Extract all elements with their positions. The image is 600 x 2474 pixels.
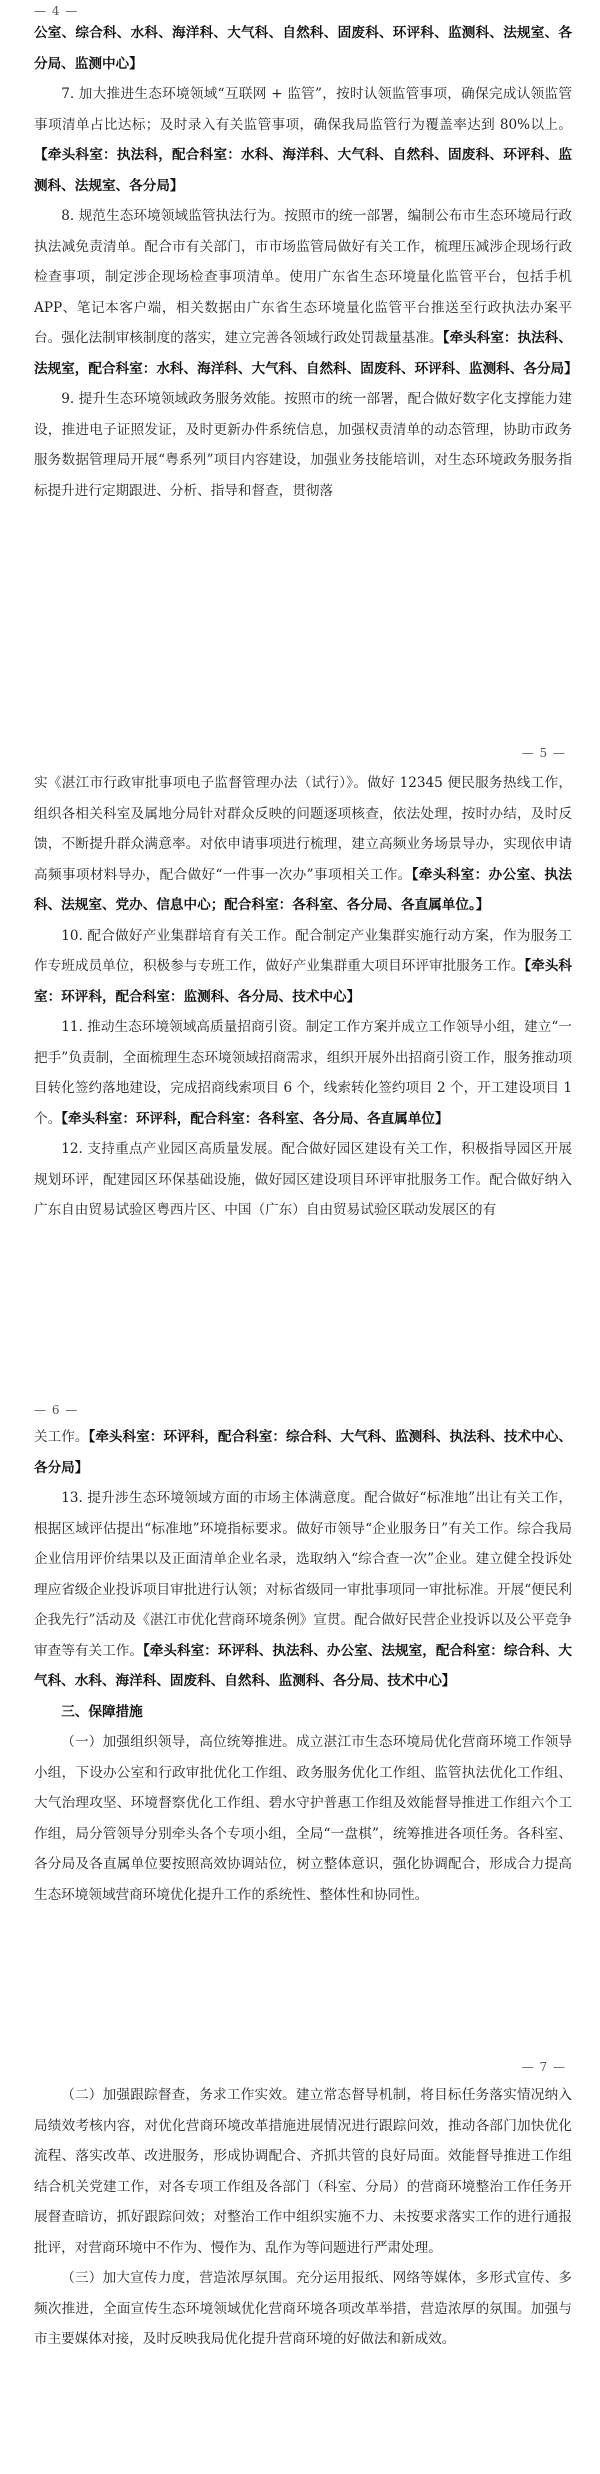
item-13-text: 13. 提升涉生态环境领域方面的市场主体满意度。配合做好“标准地”出让有关工作，根据区域评估提出“标准地”环境指标要求。做好市领导“企业服务日”有关工作。综合我局企业信用评价结果以及正面清单企业名录，选取纳入“综合查一次”企业。建立健全投诉处理应省级企业投诉项目审批进行认领；对标省级同一审批事项同一审批标准。开展“便民利企我先行”活动及《湛江市优化营商环境条例》宣贯。配合做好民营企业投诉以及公平竞争审查等有关工作。 <box>34 1490 572 1659</box>
page-number-4: — 4 — <box>34 4 79 18</box>
item-10-text: 10. 配合做好产业集群培育有关工作。配合制定产业集群实施行动方案，作为服务工作专班成员单位，积极参与专班工作，做好产业集群重大项目环评审批服务工作。 <box>34 927 572 974</box>
item-8-text: 8. 规范生态环境领域监管执法行为。按照市的统一部署，编制公布市生态环境局行政执法减免责清单。配合市有关部门，市市场监管局做好有关工作，梳理压减涉企现场行政检查事项，制定涉企现场检查事项清单。使用广东省生态环境量化监管平台，包括手机 APP、笔记本客户端，相关数据由广东省生态环境量化监管平台推送至行政执法办案平台。强化法制审核制度的落实，建立完善各领域行政处罚裁量基准。 <box>34 208 572 346</box>
measure-3-lead: （三）加大宣传力度，营造浓厚氛围。 <box>61 2270 296 2286</box>
item-12-part-b <box>34 1422 572 1483</box>
continued-text-block <box>34 18 578 506</box>
item-10-responsibility: 【牵头科室：环评科，配合科室：监测科、各分局、技术中心】 <box>34 958 572 1005</box>
item-12-part-a <box>34 1134 572 1226</box>
item-12-responsibility: 【牵头科室：环评科，配合科室：综合科、大气科、监测科、执法科、技术中心、各分局】 <box>34 1429 572 1476</box>
page-number-7: — 7 — <box>521 2060 566 2074</box>
item-9-text-a: 9. 提升生态环境领域政务服务效能。按照市的统一部署，配合做好数字化支撑能力建设，推进电子证照发证，及时更新办件系统信息，加强权责清单的动态管理，协助市政务服务数据管理局开展“粤系列”项目内容建设，加强业务技能培训，对生态环境政务服务指标提升进行定期跟进、分析、指导和督查，贯彻落 <box>34 391 572 499</box>
measure-2-lead: （二）加强跟踪督查，务求工作实效。 <box>61 2087 296 2103</box>
item-8 <box>34 201 578 384</box>
item-7 <box>34 79 572 201</box>
item-9-part-b <box>34 768 572 921</box>
item-9-text-b: 实《湛江市行政审批事项电子监督管理办法（试行）》。做好 12345 便民服务热线工作，组织各相关科室及属地分局针对群众反映的问题逐项核查，依法处理，按时办结，及时反馈，不断提升群众满意率。对依申请事项进行梳理，建立高频业务场景导办，实现依申请高频事项材料导办，配合做好“一件事一次办”事项相关工作。 <box>34 775 572 883</box>
measure-1-lead: （一）加强组织领导，高位统筹推进。 <box>61 1734 296 1750</box>
measure-1 <box>34 1727 572 1910</box>
section-3-heading: 三、保障措施 <box>61 1703 143 1720</box>
page-5-block <box>34 768 572 1226</box>
page-number-5: — 5 — <box>521 746 566 760</box>
measure-2 <box>34 2080 572 2263</box>
measure-3-text: 充分运用报纸、网络等媒体，多形式宣传、多频次推进，全面宣传生态环境领域优化营商环境各项改革举措，营造浓厚的氛围。加强与市主要媒体对接，及时反映我局优化提升营商环境的好做法和新成效。 <box>34 2270 572 2347</box>
item-8-responsibility: 【牵头科室：执法科、法规室，配合科室：水科、海洋科、大气科、自然科、固废科、环评科、监测科、各分局】 <box>34 330 578 377</box>
page-number-6: — 6 — <box>34 1403 79 1417</box>
measure-3 <box>34 2263 572 2355</box>
item-13 <box>34 1483 572 1697</box>
item-11-responsibility: 【牵头科室：环评科，配合科室：各科室、各分局、各直属单位】 <box>61 1110 449 1127</box>
item-12-text-a: 12. 支持重点产业园区高质量发展。配合做好园区建设有关工作，积极指导园区开展规划环评，配建园区环保基础设施，做好园区建设项目环评审批服务工作。配合做好纳入广东自由贸易试验区粤西片区、中国（广东）自由贸易试验区联动发展区的有 <box>34 1141 572 1218</box>
item-7-responsibility: 【牵头科室：执法科，配合科室：水科、海洋科、大气科、自然科、固废科、环评科、监测科、法规室、各分局】 <box>34 147 572 194</box>
bold-responsibility: 公室、综合科、水科、海洋科、大气科、自然科、固废科、环评科、监测科、法规室、各分局、监测中心】 <box>34 25 572 72</box>
page-6-block <box>34 1422 572 1910</box>
item-11-text: 11. 推动生态环境领域高质量招商引资。制定工作方案并成立工作领导小组，建立“一把手”负责制，全面梳理生态环境领域招商需求，组织开展外出招商引资工作，服务推动项目转化签约落地建设，完成招商线索项目 6 个，线索转化签约项目 2 个，开工建设项目 1 个。 <box>34 1019 572 1127</box>
paragraph-continued <box>34 18 572 79</box>
measure-2-text: 建立常态督导机制，将目标任务落实情况纳入局绩效考核内容，对优化营商环境改革措施进展情况进行跟踪问效，推动各部门加快优化流程、落实改革、改进服务，形成协调配合、齐抓共管的良好局面。效能督导推进工作组结合机关党建工作，对各专项工作组及各部门（科室、分局）的营商环境整治工作任务开展督查暗访，抓好跟踪问效；对整治工作中组织实施不力、未按要求落实工作的进行通报批评，对营商环境中不作为、慢作为、乱作为等问题进行严肃处理。 <box>34 2087 572 2256</box>
page-7-block <box>34 2080 572 2355</box>
item-9-responsibility: 【牵头科室：办公室、执法科、法规室、党办、信息中心；配合科室：各科室、各分局、各直属单位。】 <box>34 866 572 913</box>
measure-1-text: 成立湛江市生态环境局优化营商环境工作领导小组，下设办公室和行政审批优化工作组、政务服务优化工作组、监管执法优化工作组、大气治理攻坚、环境督察优化工作组、碧水守护普惠工作组及效能督导推进工作组六个工作组，局分管领导分别牵头各个专项小组，全局“一盘棋”，统筹推进各项任务。各科室、各分局及各直属单位要按照高效协调站位，树立整体意识，强化协调配合，形成合力提高生态环境领域营商环境优化提升工作的系统性、整体性和协同性。 <box>34 1734 572 1903</box>
item-11 <box>34 1012 572 1134</box>
item-12-text-b: 关工作。 <box>34 1429 89 1445</box>
item-10 <box>34 921 572 1013</box>
item-13-responsibility: 【牵头科室：环评科、执法科、办公室、法规室，配合科室：综合科、大气科、水科、海洋科、固废科、自然科、监测科、各分局、技术中心】 <box>34 1642 572 1689</box>
item-7-text: 7. 加大推进生态环境领域“互联网 + 监管”，按时认领监管事项，确保完成认领监管事项清单占比达标；及时录入有关监管事项，确保我局监管行为覆盖率达到 80%以上。 <box>34 86 572 133</box>
item-9-part-a <box>34 384 572 506</box>
